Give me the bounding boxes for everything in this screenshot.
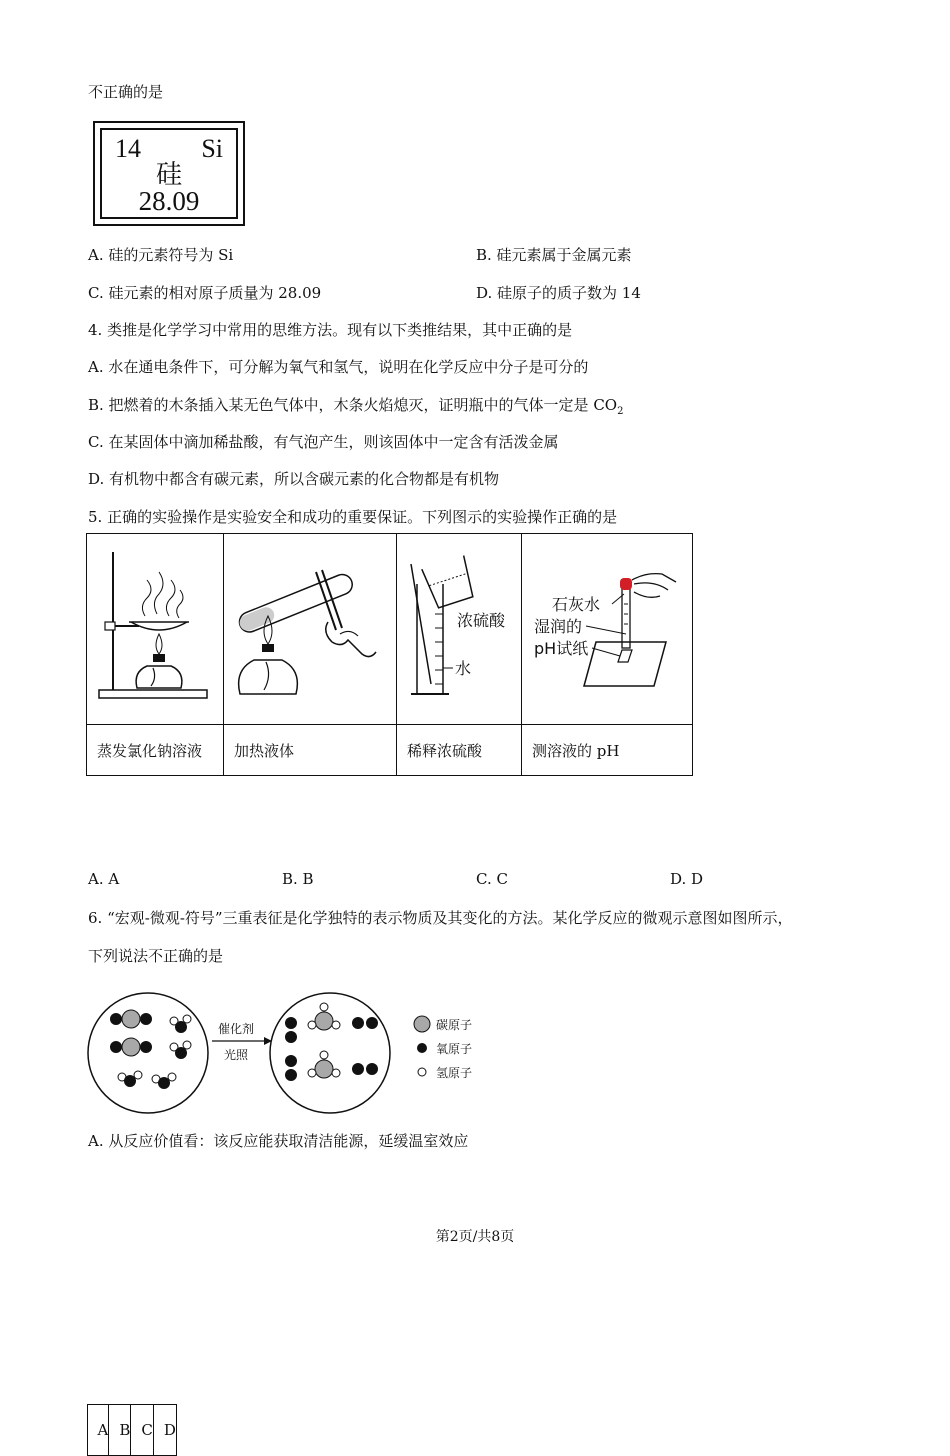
label-b: 加热液体 [224,725,397,776]
figure-dilution-cell [397,534,522,725]
acid-label: 浓硫酸 [457,611,506,630]
q4-option-a: A. 水在通电条件下，可分解为氧气和氢气，说明在化学反应中分子是可分的 [88,358,589,376]
carbon-atom-icon [414,1016,430,1032]
oxygen-molecule [352,1063,378,1075]
q5-answer-c: C. C [476,870,508,888]
co2-molecule [110,1038,152,1056]
oxygen-molecule [285,1055,297,1081]
q3-option-c: C. 硅元素的相对原子质量为 28.09 [88,284,322,302]
q5-answer-a: A. A [88,870,120,888]
element-tile [93,121,245,226]
product-molecule [308,1003,340,1030]
q3-option-d: D. 硅原子的质子数为 14 [476,284,641,302]
co2-molecule [110,1010,152,1028]
q5-answer-b: B. B [282,870,314,888]
water-molecule [118,1071,142,1087]
water-label: 水 [455,659,472,678]
element-tile-inner [100,128,238,219]
oxygen-atom-icon [417,1043,427,1053]
experiment-label-row [87,725,693,776]
q6-option-a: A. 从反应价值看：该反应能获取清洁能源，延缓温室效应 [88,1132,469,1150]
q5-answer-d: D. D [670,870,704,888]
ph-figure [522,534,692,720]
experiment-letter-row [87,1404,177,1456]
q6-stem-line2: 下列说法不正确的是 [88,947,224,965]
figure-ph-cell [522,534,693,725]
oxygen-molecule [352,1017,378,1029]
figure-evaporation-cell [87,534,224,725]
q6-stem-line1: 6. “宏观-微观-符号”三重表征是化学独特的表示物质及其变化的方法。某化学反应的微观示意图如图所示， [88,909,793,927]
hydrogen-atom-icon [418,1068,426,1076]
legend-symbols [412,1014,432,1084]
letter-d: D [153,1404,176,1455]
q3-option-a: A. 硅的元素符号为 Si [88,246,234,264]
figure-heating-cell [224,534,397,725]
water-molecule [152,1073,176,1089]
q3-option-b: B. 硅元素属于金属元素 [476,246,632,264]
q4-option-b [88,394,623,417]
water-molecule [170,1015,191,1033]
ph-paper-label: pH试纸 [534,639,589,658]
label-d: 测溶液的 pH [522,725,693,776]
atomic-number: 14 [115,134,141,163]
q4-stem: 4. 类推是化学学习中常用的思维方法。现有以下类推结果，其中正确的是 [88,321,573,339]
co2-subscript: 2 [617,406,624,417]
water-molecule [170,1041,191,1059]
product-molecule [308,1051,340,1078]
q3-stem-tail: 不正确的是 [88,83,164,101]
legend-hydrogen: 氢原子 [436,1066,473,1080]
oxygen-molecule [285,1017,297,1043]
wet-label: 湿润的 [534,617,583,636]
element-symbol: Si [201,134,223,163]
letter-b: B [109,1404,131,1455]
label-a: 蒸发氯化钠溶液 [87,725,224,776]
experiment-image-row [87,534,693,725]
page-footer: 第2页/共8页 [435,1229,515,1245]
light-label: 光照 [224,1048,249,1062]
letter-a: A [87,1404,109,1455]
q4-option-b-text: B. 把燃着的木条插入某无色气体中，木条火焰熄灭，证明瓶中的气体一定是 CO [88,396,618,414]
q4-option-c: C. 在某固体中滴加稀盐酸，有气泡产生，则该固体中一定含有活泼金属 [88,433,559,451]
evaporation-figure [87,534,223,720]
legend-carbon: 碳原子 [436,1018,473,1032]
reaction-diagram [86,985,406,1125]
heating-figure [224,534,396,720]
element-name: 硅 [155,160,182,190]
dilution-figure [397,534,521,720]
q4-option-d: D. 有机物中都含有碳元素，所以含碳元素的化合物都是有机物 [88,470,500,488]
letter-c: C [131,1404,153,1455]
label-c: 稀释浓硫酸 [397,725,522,776]
limewater-label: 石灰水 [552,595,601,614]
catalyst-label: 催化剂 [218,1022,255,1036]
q5-stem: 5. 正确的实验操作是实验安全和成功的重要保证。下列图示的实验操作正确的是 [88,508,618,526]
atomic-mass: 28.09 [138,186,200,216]
legend-oxygen: 氧原子 [436,1042,473,1056]
